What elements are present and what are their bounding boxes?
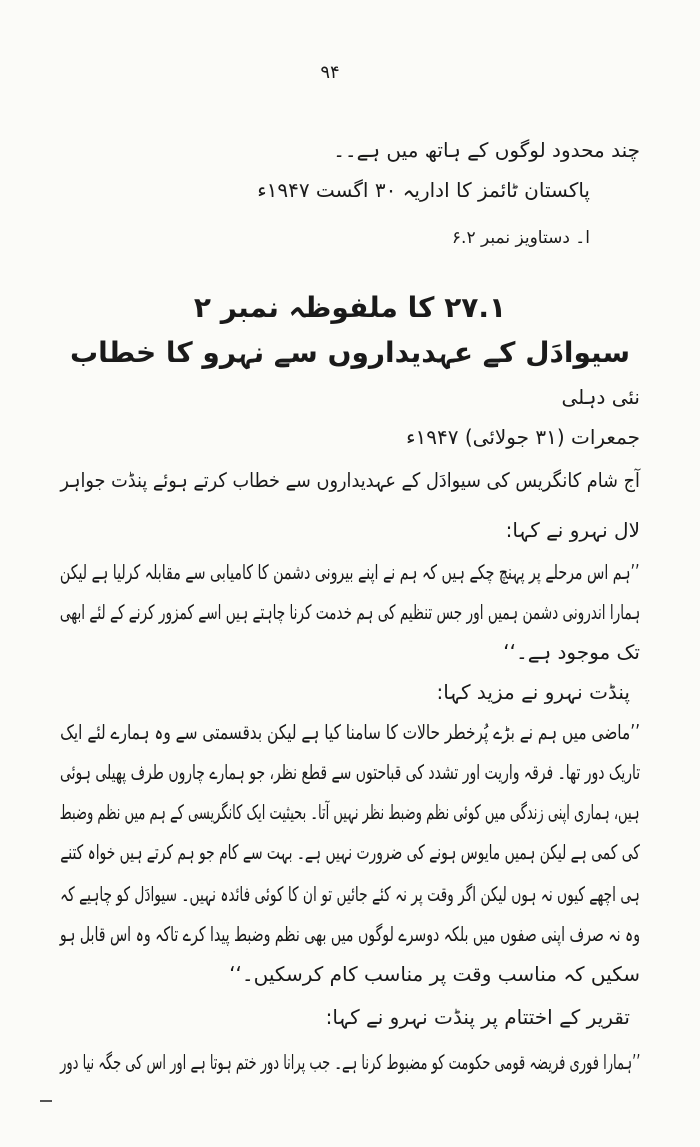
section-subtitle: سیوادَل کے عہدیداروں سے نہرو کا خطاب bbox=[70, 336, 630, 369]
quote-line: تک موجود ہے۔‘‘ bbox=[503, 640, 640, 664]
dateline-date: جمعرات (۳۱ جولائی) ۱۹۴۷ء bbox=[406, 425, 640, 449]
paragraph-lead: پنڈت نہرو نے مزید کہا: bbox=[436, 680, 630, 704]
quote-line: ’’ہمارا فوری فریضہ قومی حکومت کو مضبوط کرنا ہے۔ جب پرانا دور ختم ہوتا ہے اور اس کی جگہ نیا دور bbox=[59, 1050, 640, 1074]
quote-line: تاریک دور تھا۔ فرقہ واریت اور تشدد کی قباحتوں سے قطع نظر، جو ہمارے چاروں طرف پھیلی ہوئی bbox=[59, 760, 640, 784]
section-title: ۲۷.۱ کا ملفوظہ نمبر ۲ bbox=[193, 291, 507, 324]
paragraph-line: آج شام کانگریس کی سیوادَل کے عہدیداروں سے خطاب کرتے ہوئے پنڈت جواہر bbox=[60, 468, 640, 492]
quote-line: ہی اچھے کیوں نہ ہوں لیکن اگر وقت پر نہ کئے جائیں تو ان کا کوئی فائدہ نہیں۔ سیوادَل کو چاہیے کہ bbox=[60, 882, 640, 906]
quote-line: سکیں کہ مناسب وقت پر مناسب کام کرسکیں۔‘‘ bbox=[229, 962, 640, 986]
quote-line: وہ نہ صرف اپنی صفوں میں بلکہ دوسرے لوگوں میں بھی نظم وضبط پیدا کرے تاکہ وہ اس قابل ہو bbox=[59, 922, 640, 946]
text-line: چند محدود لوگوں کے ہاتھ میں ہے۔۔ bbox=[333, 138, 640, 162]
margin-mark bbox=[40, 1100, 52, 1102]
quote-line: ہیں، ہماری اپنی زندگی میں کوئی نظم وضبط نظر نہیں آتا۔ بحیثیت ایک کانگریسی کے ہم میں نظم وضبط bbox=[60, 800, 640, 824]
quote-line: ’’ہم اس مرحلے پر پہنچ چکے ہیں کہ ہم نے اپنے بیرونی دشمن کا کامیابی سے مقابلہ کرلیا ہے لیکن bbox=[60, 560, 640, 584]
document-reference: ا۔ دستاویز نمبر ۶.۲ bbox=[451, 228, 590, 248]
paragraph-line: لال نہرو نے کہا: bbox=[505, 518, 640, 542]
page-number: ۹۴ bbox=[320, 62, 340, 83]
dateline-place: نئی دہلی bbox=[561, 385, 640, 409]
quote-line: ہمارا اندرونی دشمن ہمیں اور جس تنظیم کی ہم خدمت کرنا چاہتے ہیں اسے کمزور کرنے کے لئے ابھی bbox=[59, 600, 640, 624]
source-citation: پاکستان ٹائمز کا اداریہ ۳۰ اگست ۱۹۴۷ء bbox=[257, 178, 590, 202]
quote-line: ’’ماضی میں ہم نے بڑے پُرخطر حالات کا سامنا کیا ہے لیکن بدقسمتی سے وہ ہمارے لئے ایک bbox=[60, 720, 640, 744]
quote-line: کی کمی ہے لیکن ہمیں مایوس ہونے کی ضرورت نہیں ہے۔ بہت سے کام جو ہم کرتے ہیں خواہ کتنے bbox=[60, 840, 640, 864]
paragraph-lead: تقریر کے اختتام پر پنڈت نہرو نے کہا: bbox=[325, 1005, 630, 1029]
